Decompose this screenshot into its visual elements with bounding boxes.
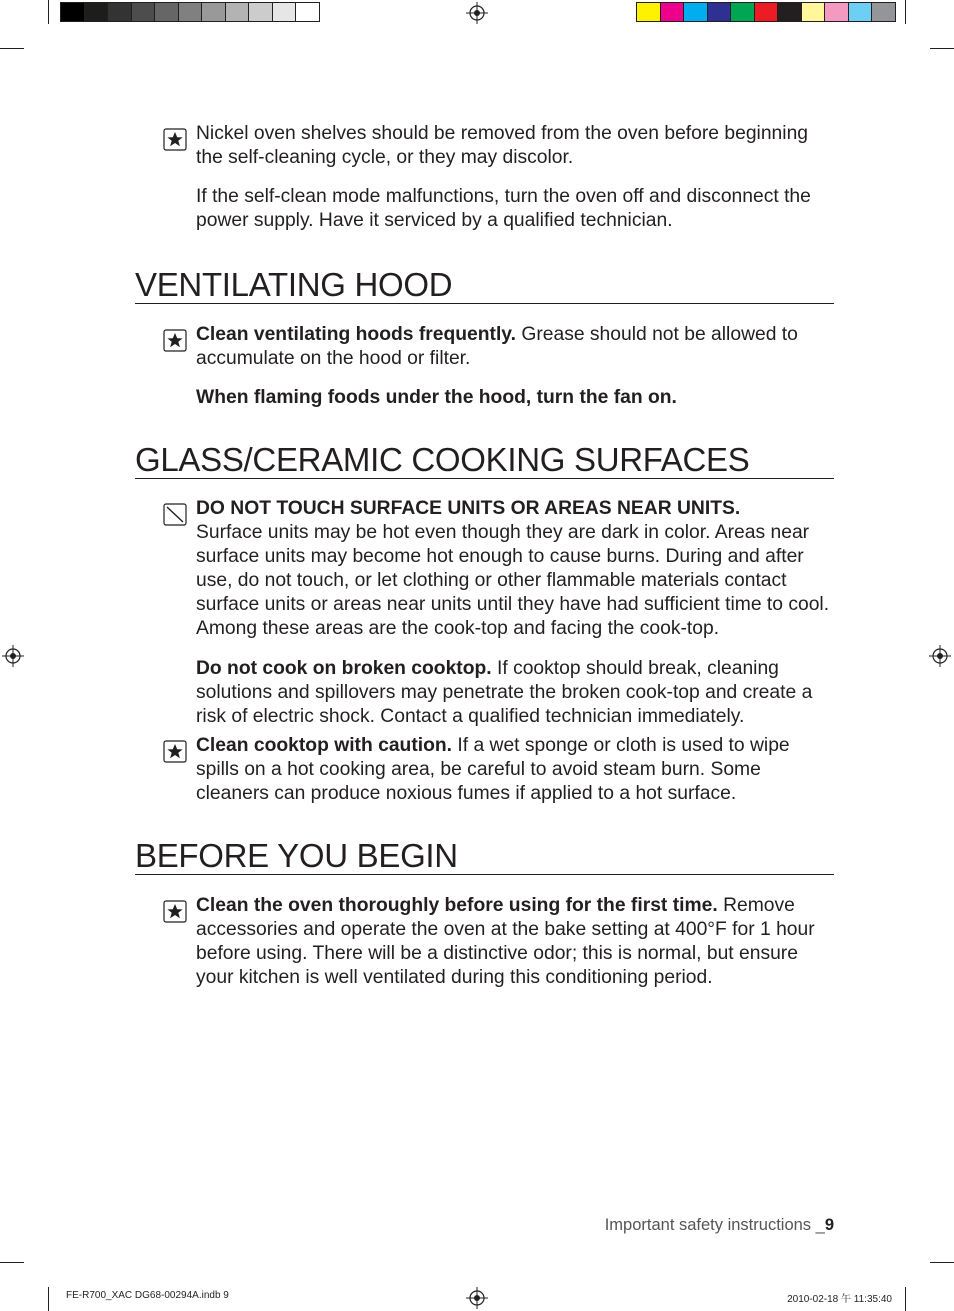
star-caution-icon (163, 900, 187, 923)
color-swatch (84, 2, 109, 22)
color-swatch (201, 2, 226, 22)
page-number: 9 (824, 1216, 834, 1234)
surface-units-warning: DO NOT TOUCH SURFACE UNITS OR AREAS NEAR UNITS. Surface units may be hot even though they are dark in color. Areas near surface units may become hot enough to cause burns. During and after use, do not touch, or let clothing or other flammable materials contact surface units or areas near units until they have had sufficient time to cool. Among these areas are the cook-top and facing the cook-top. (196, 498, 830, 639)
crop-mark (48, 1287, 49, 1311)
registration-mark-icon (466, 1287, 488, 1309)
color-swatch (225, 2, 250, 22)
footer-label: Important safety instructions _ (604, 1216, 825, 1234)
section-heading-glass-ceramic: GLASS/CERAMIC COOKING SURFACES (135, 442, 834, 479)
color-swatch (801, 2, 826, 22)
shelf-note: Nickel oven shelves should be removed from the oven before beginning the self-cleaning cycle, or they may discolor. (196, 123, 809, 168)
color-swatch (660, 2, 685, 22)
color-swatch (754, 2, 779, 22)
color-swatch (178, 2, 203, 22)
color-swatch (248, 2, 273, 22)
color-swatch (131, 2, 156, 22)
first-use-note: Clean the oven thoroughly before using for the first time. Remove accessories and operate the oven at the bake setting at 400°F for 1 hour before using. There will be a distinctive odor; this is normal, but ensure your kitchen is well ventilated during this conditioning period. (196, 895, 815, 988)
section-heading-before-you-begin: BEFORE YOU BEGIN (135, 838, 834, 875)
registration-mark-icon (2, 645, 24, 667)
crop-mark (905, 0, 906, 24)
crop-mark (905, 1287, 906, 1311)
color-swatch (154, 2, 179, 22)
color-swatch (295, 2, 320, 22)
star-caution-icon (163, 740, 187, 763)
color-swatch (60, 2, 85, 22)
crop-mark (0, 48, 24, 49)
color-swatch (707, 2, 732, 22)
star-caution-icon (163, 329, 187, 352)
crop-mark (0, 1262, 24, 1263)
hood-fan-note: When flaming foods under the hood, turn the fan on. (196, 387, 677, 408)
crop-mark (930, 48, 954, 49)
color-swatch (730, 2, 755, 22)
color-swatch (683, 2, 708, 22)
broken-cooktop-warning: Do not cook on broken cooktop. If cooktop should break, cleaning solutions and spillovers may penetrate the broken cook-top and create a risk of electric shock. Contact a qualified technician immediately. (196, 658, 813, 727)
crop-mark (48, 0, 49, 24)
star-caution-icon (163, 128, 187, 151)
malfunction-note: If the self-clean mode malfunctions, turn the oven off and disconnect the power supply. Have it serviced by a qualified technician. (196, 186, 811, 231)
prohibited-icon (163, 503, 187, 526)
color-swatch (848, 2, 873, 22)
slug-timestamp: 2010-02-18 午 11:35:40 (787, 1294, 892, 1305)
color-swatch (107, 2, 132, 22)
color-swatch (824, 2, 849, 22)
color-swatch (272, 2, 297, 22)
slug-filename: FE-R700_XAC DG68-00294A.indb 9 (66, 1290, 229, 1301)
color-swatch (871, 2, 896, 22)
registration-mark-icon (929, 645, 951, 667)
page-footer (605, 1216, 834, 1235)
hood-cleaning-note: Clean ventilating hoods frequently. Grease should not be allowed to accumulate on the hood or filter. (196, 324, 798, 369)
cooktop-caution-note: Clean cooktop with caution. If a wet sponge or cloth is used to wipe spills on a hot cooking area, be careful to avoid steam burn. Some cleaners can produce noxious fumes if applied to a hot surface. (196, 735, 790, 804)
registration-mark-icon (466, 2, 488, 24)
section-heading-ventilating-hood: VENTILATING HOOD (135, 267, 834, 304)
color-swatch (636, 2, 661, 22)
crop-mark (930, 1262, 954, 1263)
color-swatch (777, 2, 802, 22)
